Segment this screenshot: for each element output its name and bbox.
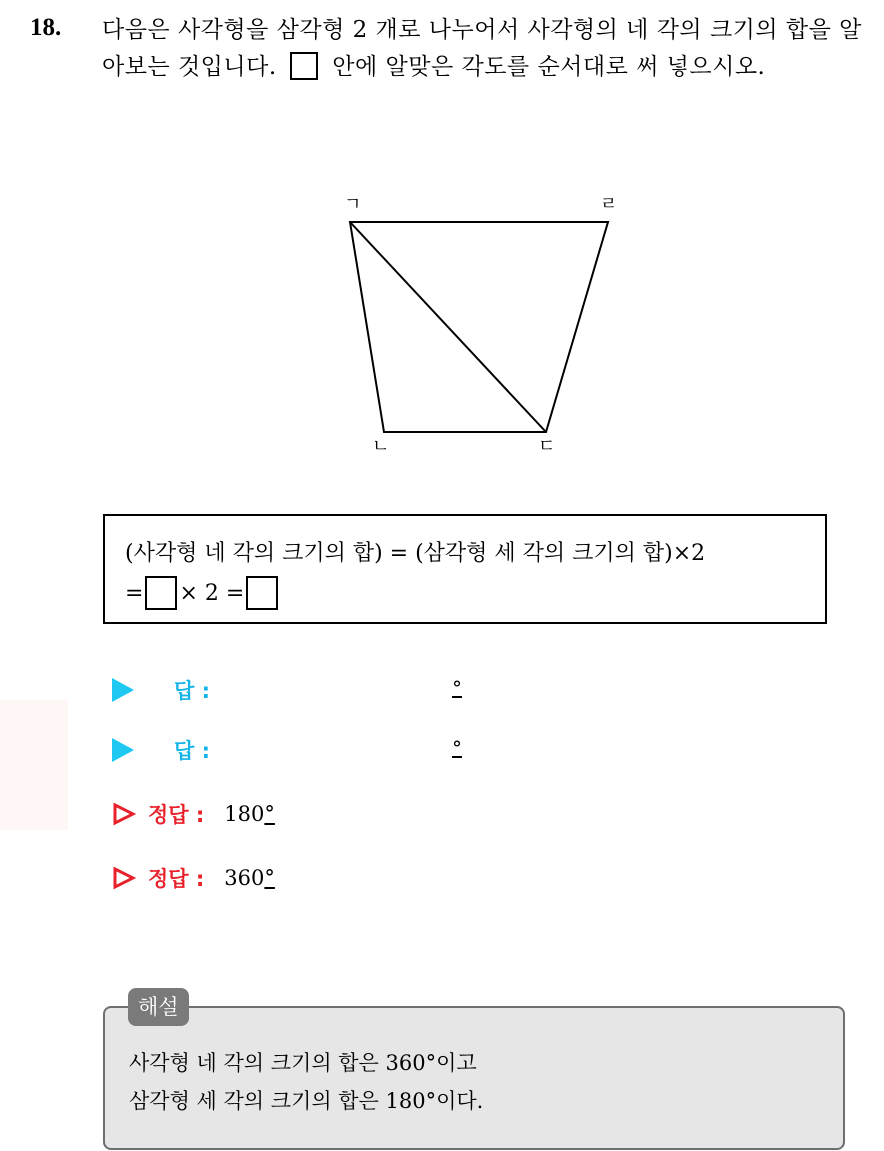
formula-blank-2[interactable] (246, 576, 278, 610)
outline-arrow-icon (112, 866, 136, 890)
explanation-badge: 해설 (128, 988, 189, 1026)
formula-line2 (125, 576, 280, 610)
correct-answer-row-2 (112, 860, 275, 896)
answer-label: 답 : (174, 679, 210, 703)
correct-answer-label: 정답 : (148, 803, 205, 827)
vertex-label-bottom-right: ㄷ (538, 436, 556, 457)
outline-arrow-icon (112, 802, 136, 826)
vertex-label-top-right: ㄹ (600, 194, 618, 215)
quadrilateral-shape (350, 222, 608, 432)
question-text-part1: 다음은 사각형을 삼각형 2 개로 나누어서 사각형의 네 각의 크기의 합을 알아보는 것입니다. (102, 17, 862, 80)
answer-unit[interactable]: ° (452, 736, 462, 760)
answer-row-1 (112, 672, 210, 708)
play-arrow-icon (112, 678, 134, 702)
correct-answer-value: 360° (224, 866, 275, 890)
formula-equals: = (125, 580, 144, 606)
explanation-line1: 사각형 네 각의 크기의 합은 360°이고 (129, 1051, 477, 1075)
explanation-text (129, 1044, 483, 1120)
answer-row-2 (112, 732, 210, 768)
explanation-box (103, 1006, 845, 1150)
blank-box-icon (290, 52, 318, 80)
correct-answer-label: 정답 : (148, 867, 205, 891)
question-text-part2: 안에 알맞은 각도를 순서대로 써 넣으시오. (332, 54, 766, 80)
correct-answer-row-1 (112, 796, 275, 832)
answer-label: 답 : (174, 739, 210, 763)
formula-blank-1[interactable] (145, 576, 177, 610)
answer-unit[interactable]: ° (452, 676, 462, 700)
correct-answer-value: 180° (224, 802, 275, 826)
vertex-label-top-left: ㄱ (344, 194, 362, 215)
question-number: 18. (30, 14, 62, 41)
play-arrow-icon (112, 738, 134, 762)
quadrilateral-figure (330, 188, 650, 468)
explanation-line2: 삼각형 세 각의 크기의 합은 180°이다. (129, 1089, 484, 1113)
formula-times-two: × 2 = (179, 580, 245, 606)
background-tint (0, 700, 68, 830)
formula-box (103, 514, 827, 624)
vertex-label-bottom-left: ㄴ (372, 436, 390, 457)
formula-line1: (사각형 네 각의 크기의 합) = (삼각형 세 각의 크기의 합)×2 (125, 541, 706, 566)
question-text (102, 12, 862, 86)
